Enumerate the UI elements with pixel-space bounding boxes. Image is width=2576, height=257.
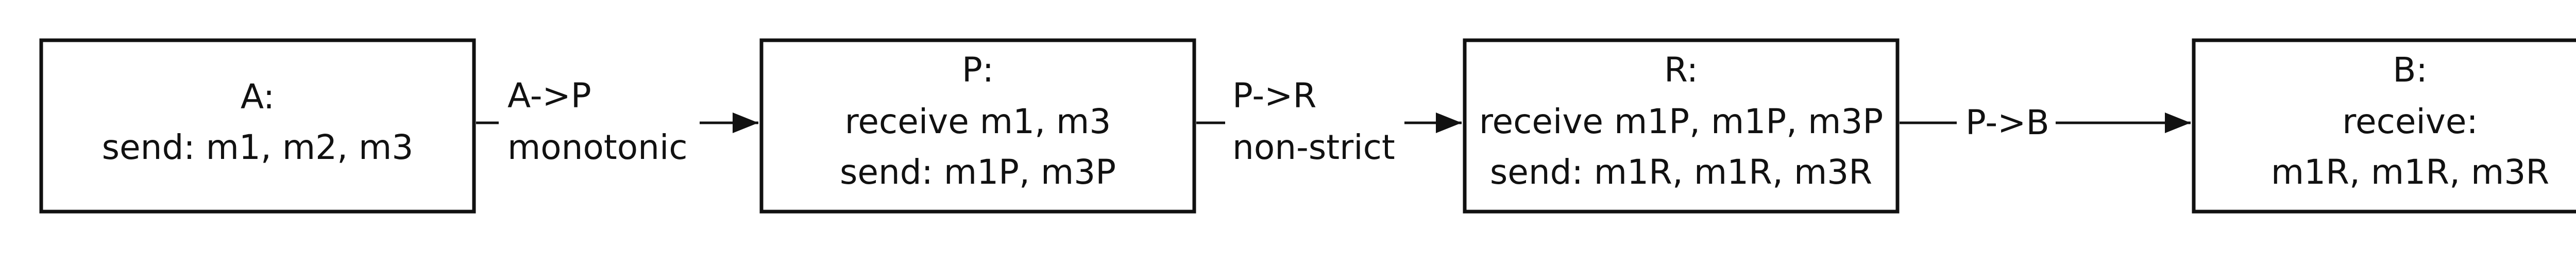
node-a [41, 40, 474, 212]
edge-p-to-r-label-2: non-strict [1232, 127, 1395, 167]
node-b [2194, 40, 2576, 212]
edge-a-to-p-label-2: monotonic [507, 127, 688, 167]
node-a-title: A: [240, 77, 275, 117]
node-p [761, 40, 1194, 212]
node-p-title: P: [961, 50, 994, 90]
node-r-title: R: [1664, 50, 1699, 90]
node-b-title: B: [2393, 50, 2428, 90]
edge-p-to-r-label-1: P->R [1232, 76, 1317, 116]
node-r [1465, 40, 1897, 212]
node-p-line-1: receive m1, m3 [844, 102, 1111, 141]
node-b-line-2: m1R, m1R, m3R [2270, 152, 2550, 192]
node-p-line-2: send: m1P, m3P [839, 152, 1116, 192]
node-a-line-1: send: m1, m2, m3 [101, 127, 414, 167]
edge-a-to-p-label-1: A->P [507, 76, 591, 116]
edge-r-to-b-label-1: P->B [1965, 103, 2049, 142]
node-r-line-1: receive m1P, m1P, m3P [1479, 102, 1884, 141]
node-b-line-1: receive: [2342, 102, 2478, 141]
edge-p-to-r [1196, 76, 1462, 167]
node-r-line-2: send: m1R, m1R, m3R [1489, 152, 1873, 192]
edge-r-to-b [1900, 103, 2191, 142]
node-a-box [41, 40, 474, 212]
edge-a-to-p [476, 76, 758, 167]
